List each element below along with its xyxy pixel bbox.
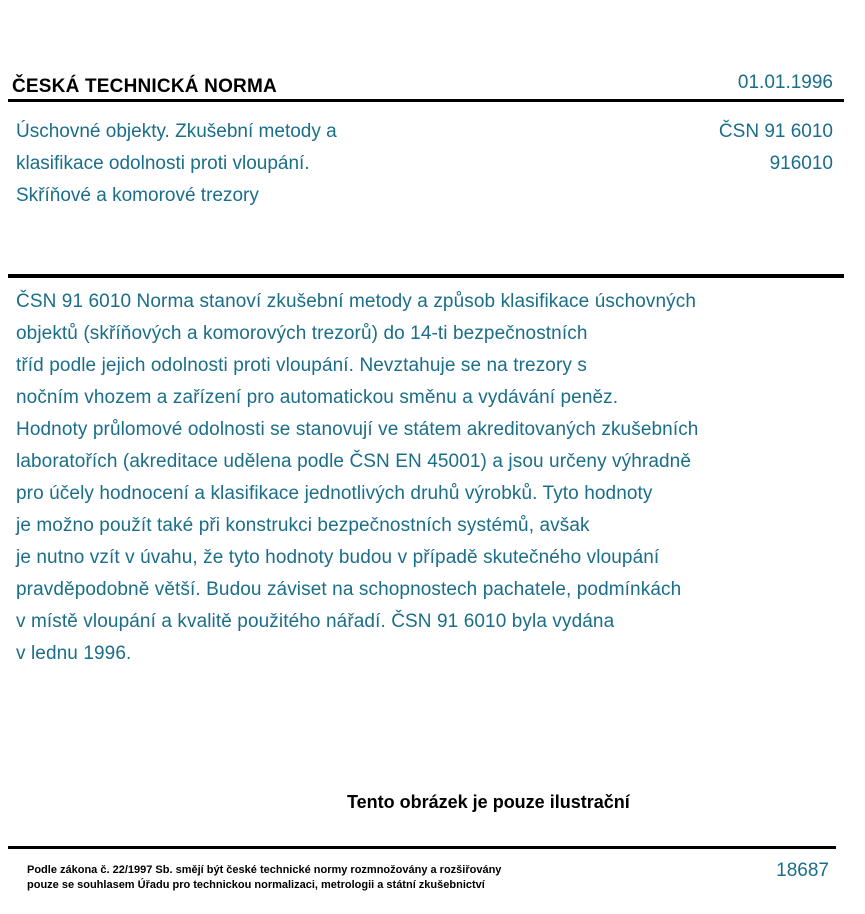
abstract-line: ČSN 91 6010 Norma stanoví zkušební metody a způsob klasifikace úschovných [16, 291, 697, 312]
abstract-line: v lednu 1996. [16, 643, 132, 664]
header-divider [8, 99, 844, 102]
class-code: 916010 [769, 153, 833, 174]
abstract-line: objektů (skříňových a komorových trezorů) do 14-ti bezpečnostních [16, 323, 588, 344]
abstract-line: pro účely hodnocení a klasifikace jednotlivých druhů výrobků. Tyto hodnoty [16, 483, 653, 504]
standard-code: ČSN 91 6010 [718, 121, 833, 142]
abstract-line: nočním vhozem a zařízení pro automatickou směnu a vydávání peněz. [16, 387, 619, 408]
abstract-line: pravděpodobně větší. Budou záviset na schopnostech pachatele, podmínkách [16, 579, 682, 600]
copyright-note-line: Podle zákona č. 22/1997 Sb. smějí být české technické normy rozmnožovány a rozšiřovány [27, 864, 502, 876]
abstract-line: je možno použít také při konstrukci bezpečnostních systémů, avšak [16, 515, 590, 536]
abstract-text [16, 286, 698, 670]
document-title-line: Skříňové a komorové trezory [16, 185, 259, 206]
abstract-line: tříd podle jejich odolnosti proti vloupání. Nevztahuje se na trezory s [16, 355, 587, 376]
footer-divider [8, 846, 836, 849]
section-divider [8, 274, 844, 278]
standard-codes [719, 116, 833, 180]
abstract-line: Hodnoty průlomové odolnosti se stanovují ve státem akreditovaných zkušebních [16, 419, 699, 440]
document-number: 18687 [776, 860, 829, 881]
illustration-caption: Tento obrázek je pouze ilustrační [347, 792, 630, 812]
copyright-note-line: pouze se souhlasem Úřadu pro technickou normalizaci, metrologii a státní zkušebnictví [27, 879, 485, 891]
abstract-line: je nutno vzít v úvahu, že tyto hodnoty budou v případě skutečného vloupání [16, 547, 660, 568]
issue-date: 01.01.1996 [737, 72, 833, 93]
abstract-line: v místě vloupání a kvalitě použitého nářadí. ČSN 91 6010 byla vydána [16, 611, 615, 632]
document-title [16, 116, 337, 212]
document-title-line: Úschovné objekty. Zkušební metody a [16, 121, 337, 142]
abstract-line: laboratořích (akreditace udělena podle ČSN EN 45001) a jsou určeny výhradně [16, 451, 692, 472]
copyright-note [27, 863, 501, 893]
document-title-line: klasifikace odolnosti proti vloupání. [16, 153, 310, 174]
page-header-title: ČESKÁ TECHNICKÁ NORMA [12, 76, 277, 97]
